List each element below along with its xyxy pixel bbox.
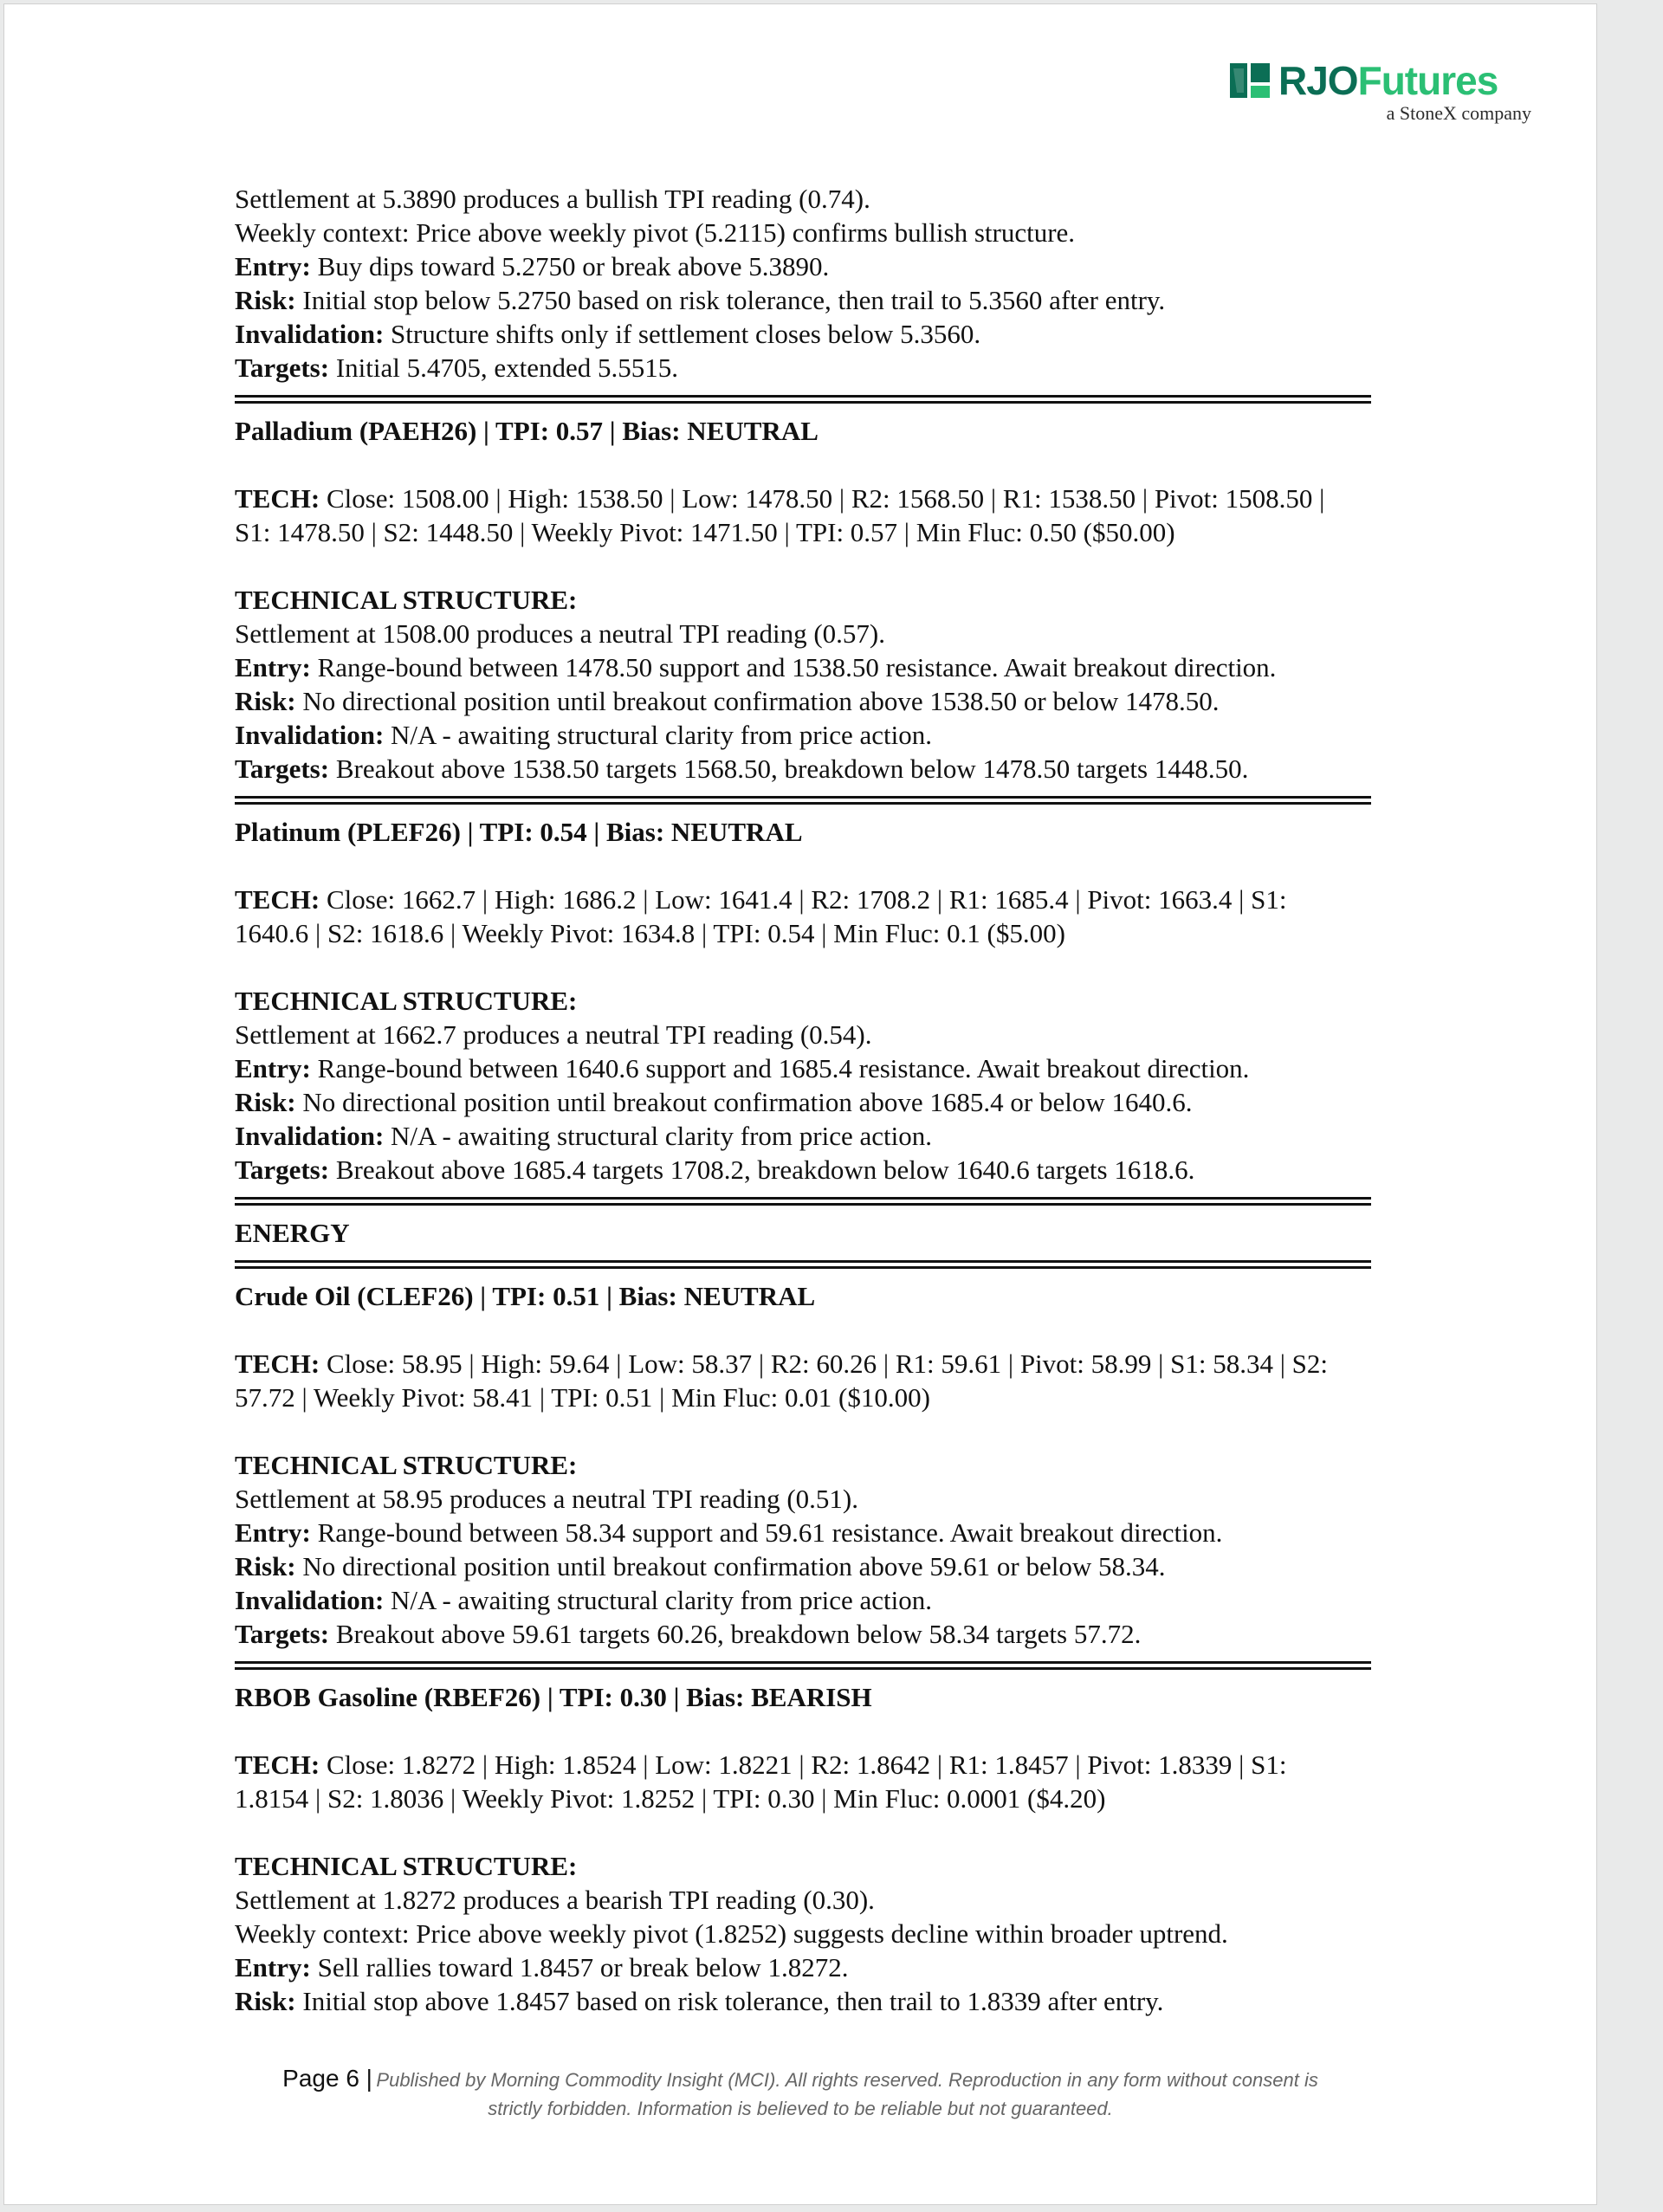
tech-text: Close: 1662.7 | High: 1686.2 | Low: 1641.4 | R2: 1708.2 | R1: 1685.4 | Pivot: 1663.4 | S1: (326, 884, 1287, 915)
crude-oil-block (235, 1279, 1447, 1651)
logo-subtitle: a StoneX company (1386, 102, 1531, 124)
structure-heading: TECHNICAL STRUCTURE: (235, 585, 578, 615)
structure-heading: TECHNICAL STRUCTURE: (235, 986, 578, 1016)
tech-label: TECH: (235, 1349, 320, 1379)
section-divider (235, 395, 1371, 404)
risk-text: No directional position until breakout confirmation above 59.61 or below 58.34. (302, 1551, 1166, 1581)
targets-text: Breakout above 59.61 targets 60.26, breakdown below 58.34 targets 57.72. (335, 1619, 1142, 1649)
page-number: Page 6 | (282, 2065, 372, 2092)
risk-line (235, 1549, 1447, 1583)
targets-text: Breakout above 1685.4 targets 1708.2, breakdown below 1640.6 targets 1618.6. (335, 1155, 1195, 1185)
targets-line (235, 351, 1447, 385)
risk-line (235, 283, 1447, 317)
structure-heading: TECHNICAL STRUCTURE: (235, 1450, 578, 1480)
settlement-line: Settlement at 5.3890 produces a bullish TPI reading (0.74). (235, 184, 870, 214)
invalidation-text: N/A - awaiting structural clarity from price action. (391, 1585, 932, 1615)
entry-label: Entry: (235, 652, 311, 682)
targets-text: Initial 5.4705, extended 5.5515. (335, 352, 678, 383)
footer-line-1 (4, 2066, 1596, 2096)
weekly-context-line: Weekly context: Price above weekly pivot (1.8252) suggests decline within broader uptrend. (235, 1918, 1228, 1949)
entry-line (235, 1950, 1447, 1984)
tech-line (235, 482, 1447, 515)
invalidation-text: N/A - awaiting structural clarity from price action. (391, 720, 932, 750)
risk-text: Initial stop below 5.2750 based on risk tolerance, then trail to 5.3560 after entry. (302, 285, 1166, 315)
entry-text: Buy dips toward 5.2750 or break above 5.3890. (317, 251, 830, 281)
entry-text: Range-bound between 1640.6 support and 1685.4 resistance. Await breakout direction. (317, 1053, 1250, 1083)
invalidation-text: N/A - awaiting structural clarity from price action. (391, 1121, 932, 1151)
entry-label: Entry: (235, 251, 311, 281)
invalidation-label: Invalidation: (235, 720, 385, 750)
invalidation-label: Invalidation: (235, 319, 385, 349)
section-heading: Palladium (PAEH26) | TPI: 0.57 | Bias: NEUTRAL (235, 416, 819, 446)
document-page (3, 3, 1597, 2205)
section-heading: Crude Oil (CLEF26) | TPI: 0.51 | Bias: NEUTRAL (235, 1281, 816, 1311)
structure-heading: TECHNICAL STRUCTURE: (235, 1851, 578, 1881)
targets-label: Targets: (235, 1619, 330, 1649)
invalidation-label: Invalidation: (235, 1121, 385, 1151)
entry-line (235, 249, 1447, 283)
entry-label: Entry: (235, 1053, 311, 1083)
logo-text-rjo: RJO (1278, 58, 1358, 103)
footer-disclaimer: Published by Morning Commodity Insight (MCI). All rights reserved. Reproduction in any form without consent is (376, 2069, 1318, 2091)
tech-label: TECH: (235, 483, 320, 514)
invalidation-text: Structure shifts only if settlement closes below 5.3560. (391, 319, 981, 349)
section-heading: Platinum (PLEF26) | TPI: 0.54 | Bias: NEUTRAL (235, 817, 803, 847)
targets-line (235, 1153, 1447, 1187)
invalidation-line (235, 1583, 1447, 1617)
tech-text: Close: 58.95 | High: 59.64 | Low: 58.37 | R2: 60.26 | R1: 59.61 | Pivot: 58.99 | S1: 58.34 | S2: (326, 1349, 1329, 1379)
entry-label: Entry: (235, 1517, 311, 1548)
entry-line (235, 650, 1447, 684)
tech-line (235, 1347, 1447, 1381)
entry-text: Range-bound between 58.34 support and 59.61 resistance. Await breakout direction. (317, 1517, 1223, 1548)
settlement-line: Settlement at 1.8272 produces a bearish TPI reading (0.30). (235, 1885, 875, 1915)
tech-line-continued: S1: 1478.50 | S2: 1448.50 | Weekly Pivot: 1471.50 | TPI: 0.57 | Min Fluc: 0.50 ($50.00) (235, 517, 1175, 547)
tech-label: TECH: (235, 884, 320, 915)
targets-label: Targets: (235, 1155, 330, 1185)
tech-line (235, 883, 1447, 916)
risk-line (235, 684, 1447, 718)
rbob-gasoline-block (235, 1680, 1447, 2018)
entry-text: Sell rallies toward 1.8457 or break below 1.8272. (317, 1952, 849, 1982)
section-heading: RBOB Gasoline (RBEF26) | TPI: 0.30 | Bias: BEARISH (235, 1682, 872, 1712)
tech-label: TECH: (235, 1750, 320, 1780)
tech-text: Close: 1.8272 | High: 1.8524 | Low: 1.8221 | R2: 1.8642 | R1: 1.8457 | Pivot: 1.8339 | S1: (326, 1750, 1287, 1780)
section-divider (235, 1260, 1371, 1269)
section-divider (235, 796, 1371, 805)
targets-line (235, 1617, 1447, 1651)
invalidation-label: Invalidation: (235, 1585, 385, 1615)
targets-text: Breakout above 1538.50 targets 1568.50, breakdown below 1478.50 targets 1448.50. (335, 754, 1249, 784)
energy-category-heading: ENERGY (235, 1218, 350, 1248)
gold-continuation-block (235, 182, 1447, 385)
risk-label: Risk: (235, 285, 296, 315)
tech-text: Close: 1508.00 | High: 1538.50 | Low: 1478.50 | R2: 1568.50 | R1: 1538.50 | Pivot: 1508.50 | (326, 483, 1325, 514)
entry-line (235, 1516, 1447, 1549)
section-divider (235, 1661, 1371, 1670)
tech-line (235, 1748, 1447, 1782)
risk-label: Risk: (235, 1986, 296, 2016)
logo-wordmark (1228, 58, 1498, 103)
risk-label: Risk: (235, 1087, 296, 1117)
tech-line-continued: 1.8154 | S2: 1.8036 | Weekly Pivot: 1.8252 | TPI: 0.30 | Min Fluc: 0.0001 ($4.20) (235, 1783, 1106, 1814)
invalidation-line (235, 1119, 1447, 1153)
targets-line (235, 752, 1447, 786)
tech-line-continued: 57.72 | Weekly Pivot: 58.41 | TPI: 0.51 | Min Fluc: 0.01 ($10.00) (235, 1382, 930, 1413)
page-footer (4, 2066, 1596, 2122)
risk-text: Initial stop above 1.8457 based on risk tolerance, then trail to 1.8339 after entry. (302, 1986, 1164, 2016)
company-logo (1228, 58, 1531, 127)
entry-text: Range-bound between 1478.50 support and 1538.50 resistance. Await breakout direction. (317, 652, 1277, 682)
risk-line (235, 1085, 1447, 1119)
targets-label: Targets: (235, 754, 330, 784)
report-content (235, 182, 1447, 2018)
palladium-block (235, 414, 1447, 786)
invalidation-line (235, 317, 1447, 351)
logo-text-futures: Futures (1357, 58, 1498, 103)
settlement-line: Settlement at 1508.00 produces a neutral TPI reading (0.57). (235, 618, 885, 649)
invalidation-line (235, 718, 1447, 752)
risk-text: No directional position until breakout confirmation above 1538.50 or below 1478.50. (302, 686, 1220, 716)
targets-label: Targets: (235, 352, 330, 383)
risk-label: Risk: (235, 1551, 296, 1581)
settlement-line: Settlement at 1662.7 produces a neutral TPI reading (0.54). (235, 1019, 872, 1050)
risk-text: No directional position until breakout confirmation above 1685.4 or below 1640.6. (302, 1087, 1193, 1117)
entry-line (235, 1051, 1447, 1085)
entry-label: Entry: (235, 1952, 311, 1982)
rjo-logo-icon (1228, 58, 1273, 103)
risk-line (235, 1984, 1447, 2018)
tech-line-continued: 1640.6 | S2: 1618.6 | Weekly Pivot: 1634.8 | TPI: 0.54 | Min Fluc: 0.1 ($5.00) (235, 918, 1065, 948)
platinum-block (235, 815, 1447, 1187)
settlement-line: Settlement at 58.95 produces a neutral TPI reading (0.51). (235, 1484, 858, 1514)
section-divider (235, 1197, 1371, 1206)
footer-disclaimer-continued: strictly forbidden. Information is believed to be reliable but not guaranteed. (488, 2098, 1113, 2119)
risk-label: Risk: (235, 686, 296, 716)
weekly-context-line: Weekly context: Price above weekly pivot (5.2115) confirms bullish structure. (235, 217, 1076, 248)
